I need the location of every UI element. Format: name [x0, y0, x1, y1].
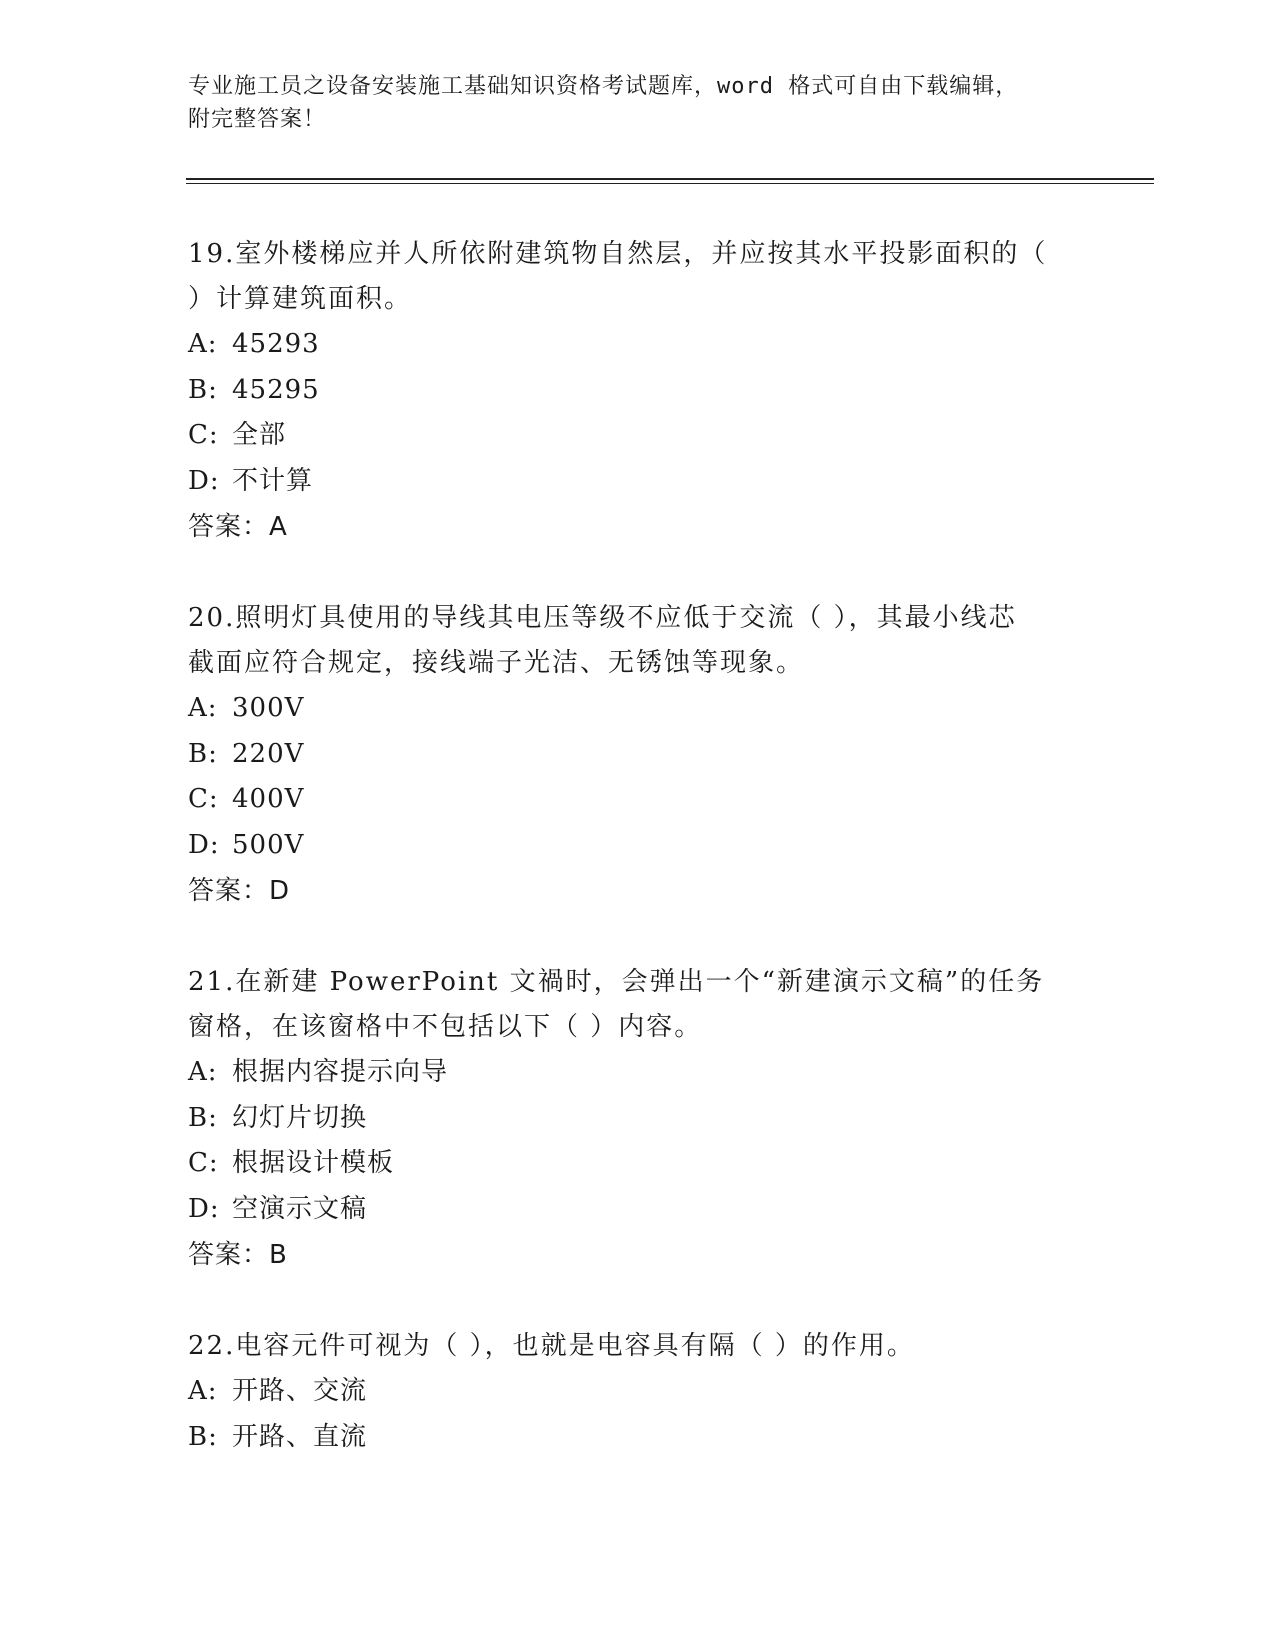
option-text: 220V	[232, 738, 305, 769]
option-letter: C:	[188, 784, 219, 814]
answer-line	[188, 868, 1088, 914]
option-a	[188, 686, 1088, 732]
option-a	[188, 1050, 1088, 1096]
option-text: 开路、直流	[232, 1421, 368, 1452]
question-text-line: 截面应符合规定，接线端子光洁、无锈蚀等现象。	[188, 648, 805, 678]
option-text: 400V	[232, 784, 305, 814]
header-divider-bottom	[186, 183, 1154, 184]
question-text	[188, 596, 1088, 686]
answer-label: 答案：	[188, 876, 270, 906]
option-d	[188, 823, 1088, 869]
option-b	[188, 732, 1088, 778]
option-letter: A:	[188, 1376, 218, 1406]
question-20	[188, 596, 1088, 914]
option-text: 开路、交流	[232, 1376, 368, 1406]
answer-value: A	[269, 512, 288, 542]
option-c	[188, 1141, 1088, 1187]
document-header	[188, 70, 1068, 136]
header-line-1: 专业施工员之设备安装施工基础知识资格考试题库，word 格式可自由下载编辑，	[188, 74, 1019, 99]
option-text: 全部	[232, 420, 287, 450]
header-line-2: 附完整答案！	[188, 107, 327, 132]
option-text: 根据内容提示向导	[232, 1057, 449, 1087]
header-divider-top	[186, 178, 1154, 180]
option-b	[188, 1415, 1088, 1461]
option-letter: D:	[188, 465, 220, 496]
option-c	[188, 777, 1088, 823]
question-text-line: ）计算建筑面积。	[188, 284, 413, 314]
question-text-line: 窗格，在该窗格中不包括以下（ ）内容。	[188, 1012, 703, 1042]
option-letter: A:	[188, 693, 218, 723]
question-text-line: 20.照明灯具使用的导线其电压等级不应低于交流（ ），其最小线芯	[188, 603, 1017, 633]
option-text: 45293	[232, 329, 320, 359]
question-text	[188, 960, 1088, 1050]
question-text-line: 19.室外楼梯应并人所依附建筑物自然层，并应按其水平投影面积的（	[188, 239, 1048, 269]
question-text-line: 22.电容元件可视为（ ），也就是电容具有隔（ ）的作用。	[188, 1331, 915, 1361]
option-letter: A:	[188, 1057, 218, 1087]
option-text: 500V	[232, 829, 305, 860]
option-letter: D:	[188, 1193, 220, 1224]
answer-label: 答案：	[188, 1240, 270, 1270]
option-b	[188, 368, 1088, 414]
option-a	[188, 1369, 1088, 1415]
option-letter: C:	[188, 420, 219, 450]
option-text: 45295	[232, 374, 320, 405]
answer-label: 答案：	[188, 512, 270, 542]
answer-line	[188, 1232, 1088, 1278]
option-text: 空演示文稿	[232, 1193, 368, 1224]
option-c	[188, 413, 1088, 459]
question-21	[188, 960, 1088, 1278]
option-letter: B:	[188, 374, 218, 405]
option-letter: B:	[188, 1102, 218, 1133]
option-text: 根据设计模板	[232, 1148, 395, 1178]
option-d	[188, 1187, 1088, 1233]
question-text-line: 21.在新建 PowerPoint 文禍时，会弹出一个“新建演示文稿”的任务	[188, 967, 1045, 997]
answer-line	[188, 504, 1088, 550]
option-text: 不计算	[232, 465, 314, 496]
question-22	[188, 1324, 1088, 1460]
option-letter: D:	[188, 829, 220, 860]
option-letter: B:	[188, 1421, 218, 1452]
option-letter: C:	[188, 1148, 219, 1178]
answer-value: D	[269, 876, 291, 906]
question-text	[188, 1324, 1088, 1369]
option-text: 幻灯片切换	[232, 1102, 368, 1133]
option-d	[188, 459, 1088, 505]
answer-value: B	[269, 1240, 288, 1270]
option-letter: B:	[188, 738, 218, 769]
question-19	[188, 232, 1088, 550]
option-letter: A:	[188, 329, 218, 359]
option-b	[188, 1096, 1088, 1142]
question-text	[188, 232, 1088, 322]
option-a	[188, 322, 1088, 368]
question-list	[188, 232, 1088, 1506]
option-text: 300V	[232, 693, 305, 723]
